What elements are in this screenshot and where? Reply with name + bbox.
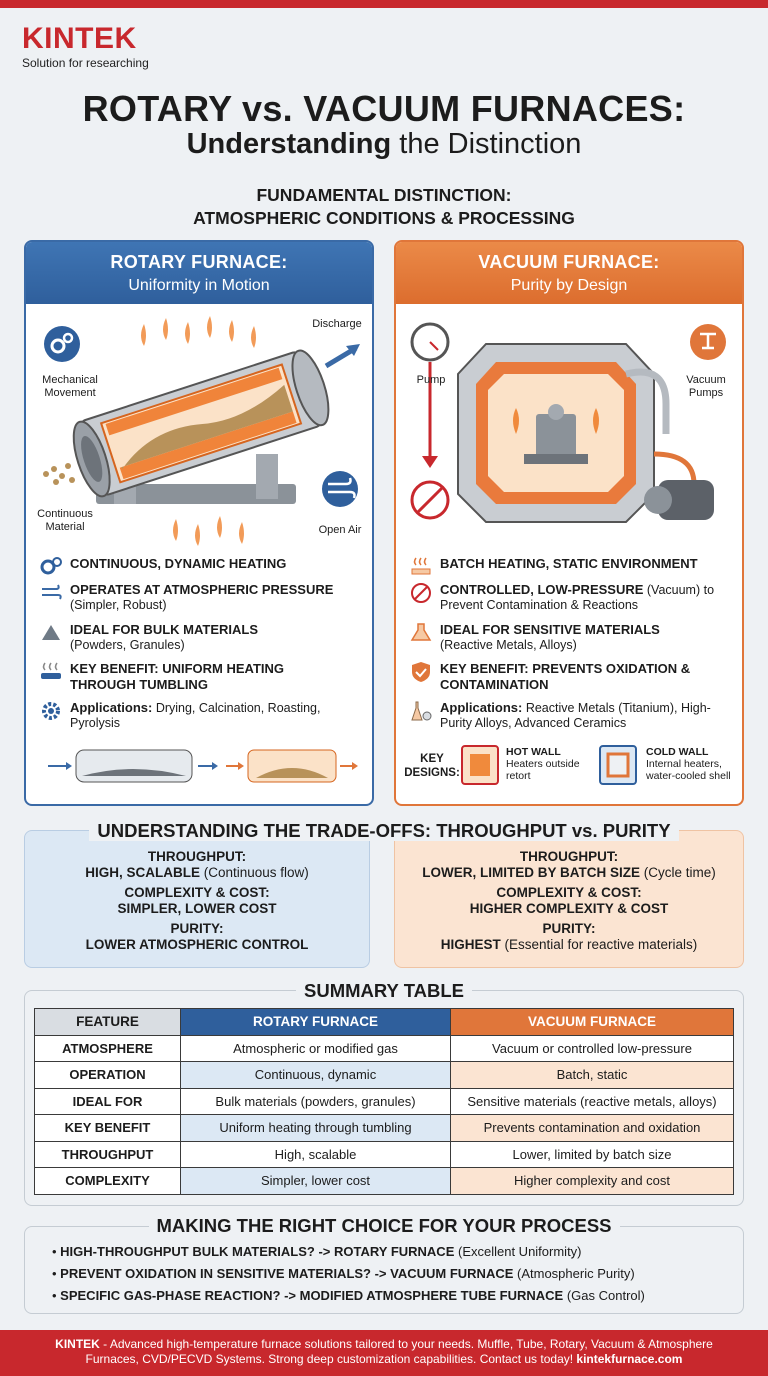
- footer-site-link[interactable]: kintekfurnace.com: [576, 1352, 683, 1366]
- vacuum-feature-2-bold: CONTROLLED, LOW-PRESSURE: [440, 582, 644, 597]
- hot-wall-text: [506, 746, 586, 782]
- table-row: [35, 1035, 734, 1062]
- list-item: • PREVENT OXIDATION IN SENSITIVE MATERIALS? -> VACUUM FURNACE (Atmospheric Purity): [52, 1266, 635, 1281]
- vacuum-subtitle: Purity by Design: [510, 277, 628, 294]
- footer-brand: KINTEK: [55, 1337, 100, 1351]
- top-accent-bar: [0, 0, 768, 8]
- choice-title: [0, 1215, 768, 1237]
- list-item: • HIGH-THROUGHPUT BULK MATERIALS? -> ROTARY FURNACE (Excellent Uniformity): [52, 1244, 582, 1259]
- rotary-feature-3-bold: IDEAL FOR BULK MATERIALS: [70, 622, 259, 637]
- label-vacuum-pumps: Vacuum Pumps: [686, 374, 726, 399]
- cold-wall-icon: [596, 742, 640, 788]
- hot-wall-title: HOT WALL: [506, 746, 561, 758]
- table-cell: COMPLEXITY: [35, 1168, 181, 1195]
- table-cell: THROUGHPUT: [35, 1141, 181, 1168]
- hot-wall-desc: Heaters outside retort: [506, 758, 580, 782]
- trade-right-n0: (Cycle time): [639, 865, 716, 880]
- table-row: [35, 1141, 734, 1168]
- rotary-subtitle: Uniformity in Motion: [128, 277, 270, 294]
- fundamental-line-2: ATMOSPHERIC CONDITIONS & PROCESSING: [193, 208, 575, 228]
- trade-right-v1: HIGHER COMPLEXITY & COST: [469, 901, 669, 916]
- tradeoffs-rotary-box: [24, 830, 370, 968]
- heat-tray-icon: [410, 556, 440, 581]
- footer-text-2: Furnaces, CVD/PECVD Systems. Strong deep customization capabilities. Contact us today!: [85, 1352, 577, 1366]
- label-pump: Pump: [416, 374, 446, 386]
- fundamental-line-1: FUNDAMENTAL DISTINCTION:: [256, 185, 512, 205]
- vacuum-feature-3-rest: (Reactive Metals, Alloys): [440, 638, 577, 652]
- cold-wall-desc: Internal heaters, water-cooled shell: [646, 758, 731, 782]
- trade-left-k2: PURITY:: [170, 921, 224, 936]
- table-cell: Uniform heating through tumbling: [181, 1115, 451, 1142]
- table-cell: Bulk materials (powders, granules): [181, 1088, 451, 1115]
- trade-right-v0: LOWER, LIMITED BY BATCH SIZE: [422, 865, 640, 880]
- summary-header-vacuum: VACUUM FURNACE: [451, 1009, 734, 1036]
- rotary-feature-2-bold: OPERATES AT ATMOSPHERIC PRESSURE: [70, 582, 334, 597]
- shield-check-icon: [410, 661, 440, 693]
- vacuum-feature-5-rest: Reactive Metals (Titanium), High-Purity Alloys, Advanced Ceramics: [440, 701, 711, 730]
- hot-wall-icon: [458, 742, 502, 788]
- table-cell: Lower, limited by batch size: [451, 1141, 734, 1168]
- trade-right-v2: HIGHEST: [440, 937, 501, 952]
- table-cell: Atmospheric or modified gas: [181, 1035, 451, 1062]
- brand-tagline: Solution for researching: [22, 56, 149, 70]
- rotary-mini-diagrams: [42, 742, 362, 790]
- vacuum-feature-1-bold: BATCH HEATING, STATIC ENVIRONMENT: [440, 556, 698, 571]
- label-open-air: Open Air: [318, 524, 362, 536]
- summary-header-feature: FEATURE: [35, 1009, 181, 1036]
- choice-1-bold: HIGH-THROUGHPUT BULK MATERIALS? -> ROTARY FURNACE: [60, 1244, 455, 1259]
- rotary-feature-5: [40, 700, 366, 731]
- trade-right-k1: COMPLEXITY & COST:: [496, 885, 642, 900]
- trade-left-v2: LOWER ATMOSPHERIC CONTROL: [85, 937, 309, 952]
- rotary-feature-1-bold: CONTINUOUS, DYNAMIC HEATING: [70, 556, 287, 571]
- footer-line-1: [0, 1337, 768, 1352]
- summary-title-text: SUMMARY TABLE: [296, 980, 472, 1001]
- trade-left-v0: HIGH, SCALABLE: [85, 865, 200, 880]
- choice-2-rest: (Atmospheric Purity): [513, 1266, 635, 1281]
- vacuum-panel: [394, 240, 744, 806]
- rotary-feature-1: [40, 556, 366, 581]
- table-cell: ATMOSPHERE: [35, 1035, 181, 1062]
- gears-icon: [40, 556, 70, 581]
- rotary-title: ROTARY FURNACE:: [110, 252, 288, 272]
- choice-2-bold: PREVENT OXIDATION IN SENSITIVE MATERIALS? -> VACUUM FURNACE: [60, 1266, 514, 1281]
- footer: [0, 1330, 768, 1376]
- vacuum-feature-4: [410, 661, 736, 693]
- vacuum-title: VACUUM FURNACE:: [478, 252, 660, 272]
- fundamental-distinction: [0, 184, 768, 230]
- list-item: • SPECIFIC GAS-PHASE REACTION? -> MODIFIED ATMOSPHERE TUBE FURNACE (Gas Control): [52, 1288, 645, 1303]
- sub-title-rest: the Distinction: [391, 128, 582, 160]
- footer-line-2: [0, 1352, 768, 1367]
- table-cell: Batch, static: [451, 1062, 734, 1089]
- lab-glassware-icon: [410, 700, 440, 731]
- key-designs-label: KEY DESIGNS:: [404, 753, 460, 779]
- rotary-feature-3-rest: (Powders, Granules): [70, 638, 185, 652]
- rotary-feature-3: [40, 622, 366, 653]
- vacuum-feature-3-bold: IDEAL FOR SENSITIVE MATERIALS: [440, 622, 660, 637]
- sub-title-bold: Understanding: [186, 128, 392, 160]
- choice-1-rest: (Excellent Uniformity): [454, 1244, 582, 1259]
- vacuum-feature-4-bold: KEY BENEFIT: PREVENTS OXIDATION & CONTAMINATION: [440, 661, 691, 692]
- table-cell: IDEAL FOR: [35, 1088, 181, 1115]
- summary-table: [34, 1008, 734, 1195]
- rotary-feature-5-rest: Drying, Calcination, Roasting, Pyrolysis: [70, 701, 321, 730]
- heating-element-icon: [40, 661, 70, 693]
- choice-3-rest: (Gas Control): [563, 1288, 645, 1303]
- table-cell: OPERATION: [35, 1062, 181, 1089]
- table-cell: KEY BENEFIT: [35, 1115, 181, 1142]
- brand-logo[interactable]: [22, 24, 149, 70]
- label-mechanical-movement: Mechanical Movement: [42, 374, 98, 399]
- vacuum-feature-5-bold: Applications:: [440, 700, 523, 715]
- powder-pile-icon: [40, 622, 70, 653]
- table-row: [35, 1115, 734, 1142]
- rotary-feature-4: [40, 661, 366, 693]
- footer-text-1: - Advanced high-temperature furnace solutions tailored to your needs. Muffle, Tube, Rotary, Vacuum & Atmosphere: [99, 1337, 713, 1351]
- table-row: [35, 1062, 734, 1089]
- vacuum-feature-2: [410, 582, 736, 613]
- trade-right-k2: PURITY:: [542, 921, 596, 936]
- vacuum-header: [396, 242, 742, 304]
- cold-wall-text: [646, 746, 740, 782]
- summary-title: [0, 980, 768, 1002]
- rotary-feature-2: [40, 582, 366, 613]
- trade-left-k0: THROUGHPUT:: [147, 849, 247, 864]
- no-nitrogen-icon: [410, 582, 440, 613]
- choice-3-bold: SPECIFIC GAS-PHASE REACTION? -> MODIFIED ATMOSPHERE TUBE FURNACE: [60, 1288, 564, 1303]
- table-cell: Continuous, dynamic: [181, 1062, 451, 1089]
- label-discharge: Discharge: [312, 318, 362, 330]
- vacuum-feature-1: [410, 556, 736, 581]
- summary-header-rotary: ROTARY FURNACE: [181, 1009, 451, 1036]
- trade-left-v1: SIMPLER, LOWER COST: [117, 901, 277, 916]
- table-cell: Prevents contamination and oxidation: [451, 1115, 734, 1142]
- rotary-panel: [24, 240, 374, 806]
- sub-title: [0, 128, 768, 161]
- table-cell: Simpler, lower cost: [181, 1168, 451, 1195]
- brand-name: KINTEK: [22, 22, 137, 55]
- trade-left-n0: (Continuous flow): [199, 865, 309, 880]
- table-cell: High, scalable: [181, 1141, 451, 1168]
- rotary-header: [26, 242, 372, 304]
- trade-right-n2: (Essential for reactive materials): [500, 937, 698, 952]
- rotary-feature-4-bold: KEY BENEFIT: UNIFORM HEATING THROUGH TUMBLING: [70, 661, 285, 692]
- flask-icon: [410, 622, 440, 653]
- vacuum-feature-3: [410, 622, 736, 653]
- table-cell: Sensitive materials (reactive metals, alloys): [451, 1088, 734, 1115]
- summary-header-row: [35, 1009, 734, 1036]
- table-cell: Vacuum or controlled low-pressure: [451, 1035, 734, 1062]
- main-title: ROTARY vs. VACUUM FURNACES:: [82, 88, 686, 129]
- trade-left-k1: COMPLEXITY & COST:: [124, 885, 270, 900]
- label-continuous-material: Continuous Material: [37, 508, 93, 533]
- vacuum-feature-5: [410, 700, 736, 731]
- tradeoffs-title: [0, 820, 768, 842]
- cold-wall-title: COLD WALL: [646, 746, 709, 758]
- rotary-feature-2-rest: (Simpler, Robust): [70, 598, 167, 612]
- vacuum-feature-2-rest: (Vacuum) to Prevent Contamination & Reactions: [440, 583, 715, 612]
- tradeoffs-vacuum-box: [394, 830, 744, 968]
- table-row: [35, 1168, 734, 1195]
- vacuum-furnace-illustration: [396, 304, 742, 554]
- choice-title-text: MAKING THE RIGHT CHOICE FOR YOUR PROCESS: [149, 1215, 620, 1236]
- table-cell: Higher complexity and cost: [451, 1168, 734, 1195]
- table-row: [35, 1088, 734, 1115]
- tradeoffs-title-text: UNDERSTANDING THE TRADE-OFFS: THROUGHPUT vs. PURITY: [89, 820, 678, 841]
- gear-icon: [40, 700, 70, 731]
- trade-right-k0: THROUGHPUT:: [519, 849, 619, 864]
- wind-icon: [40, 582, 70, 613]
- rotary-feature-5-bold: Applications:: [70, 700, 153, 715]
